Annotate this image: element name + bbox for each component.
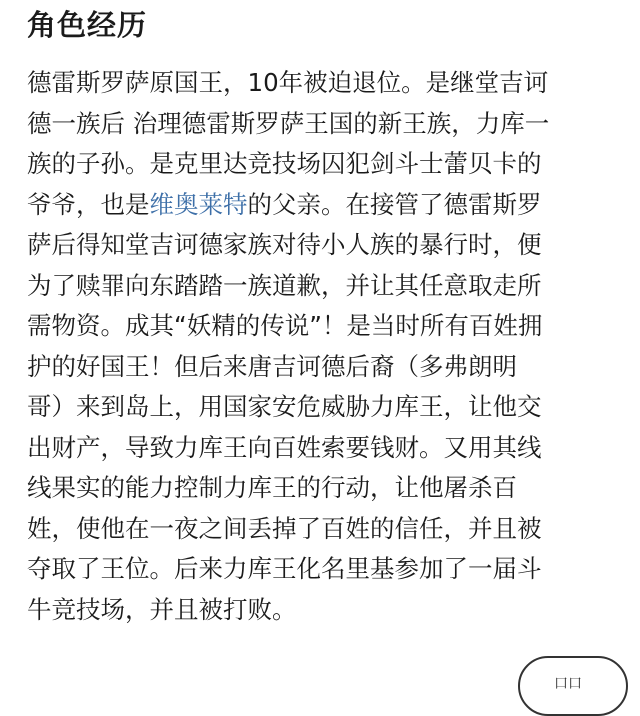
article-line: 护的好国王！但后来唐吉诃德后裔（多弗朗明 [27,351,517,381]
article-line: 夺取了王位。后来力库王化名里基参加了一届斗 [27,554,542,583]
corner-button-label: 口口 [554,676,582,692]
article-line: 出财产，导致力库王向百姓索要钱财。又用其线 [27,432,542,462]
article-line: 萨后得知堂吉诃德家族对待小人族的暴行时，便 [27,230,542,259]
article-body [27,63,617,630]
article-line: 族的子孙。是克里达竞技场囚犯剑斗士蕾贝卡的 [27,149,542,178]
character-link-violet[interactable]: 维奥莱特 [149,189,248,219]
article-line: 姓，使他在一夜之间丢掉了百姓的信任，并且被 [27,513,542,543]
floating-corner-button[interactable] [518,656,628,716]
article-line: 牛竞技场，并且被打败。 [27,594,297,624]
article-line: 哥）来到岛上，用国家安危威胁力库王，让他交 [27,392,542,421]
article-line: 线果实的能力控制力库王的行动，让他屠杀百 [27,473,517,502]
article-line: 需物资。成其“妖精的传说”！是当时所有百姓拥 [27,311,543,340]
article-line-with-link [27,185,617,226]
article-text-segment: 爷爷，也是 [27,189,150,219]
article-line: 德一族后 治理德雷斯罗萨王国的新王族，力库一 [27,108,550,138]
article-text-segment: 的父亲。在接管了德雷斯罗 [247,189,542,219]
section-heading: 角色经历 [27,8,148,42]
article-line: 德雷斯罗萨原国王，10年被迫退位。是继堂吉诃 [27,68,549,97]
article-line: 为了赎罪向东踏踏一族道歉，并让其任意取走所 [27,270,542,300]
